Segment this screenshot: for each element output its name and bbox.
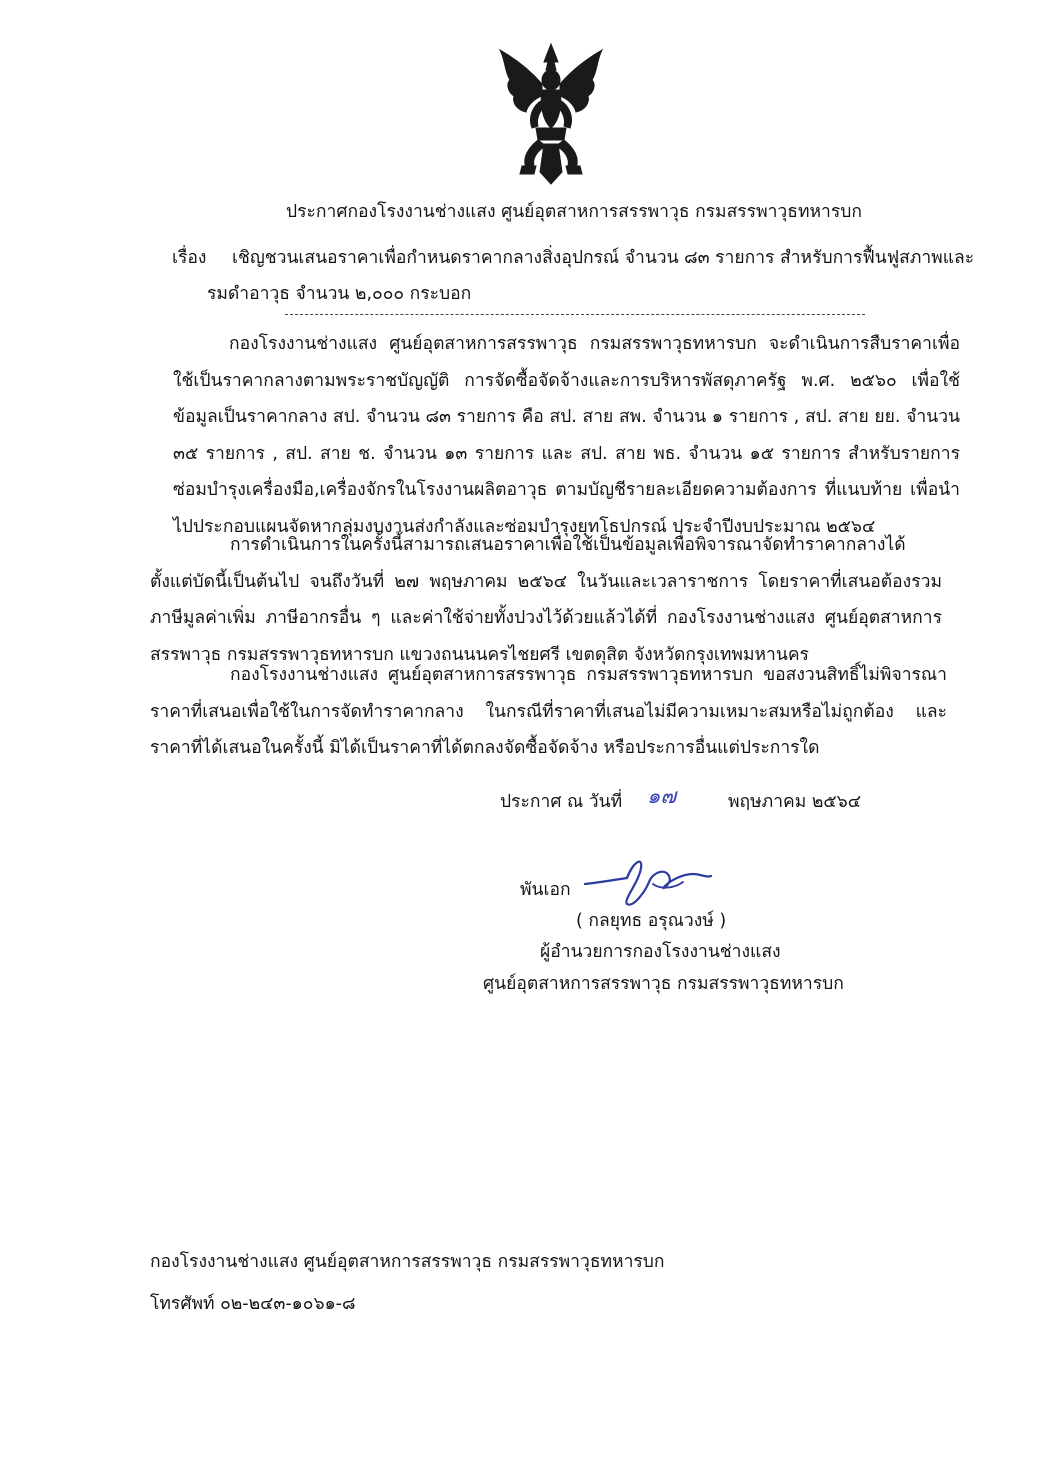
- subject-line-1: เชิญชวนเสนอราคาเพื่อกำหนดราคากลางสิ่งอุปกรณ์ จำนวน ๘๓ รายการ สำหรับการฟื้นฟูสภาพและ: [232, 248, 975, 268]
- signatory-rank: พันเอก: [520, 880, 571, 900]
- subject-line-2: รมดำอาวุธ จำนวน ๒,๐๐๐ กระบอก: [207, 284, 472, 304]
- dashed-divider: [285, 314, 865, 315]
- body-paragraph-2: การดำเนินการในครั้งนี้สามารถเสนอราคาเพื่อใช้เป็นข้อมูลเพื่อพิจารณาจัดทำราคากลางได้ตั้งแต่บัดนี้เป็นต้นไป จนถึงวันที่ ๒๗ พฤษภาคม ๒๕๖๔ ในวันและเวลาราชการ โดยราคาที่เสนอต้องรวมภาษีมูลค่าเพิ่ม ภาษีอากรอื่น ๆ และค่าใช้จ่ายทั้งปวงไว้ด้วยแล้วได้ที่ กองโรงงานช่างแสง ศูนย์อุตสาหการสรรพาวุธ กรมสรรพาวุธทหารบก แขวงถนนนครไชยศรี เขตดุสิต จังหวัดกรุงเทพมหานคร: [150, 535, 942, 665]
- footer-phone: โทรศัพท์ ๐๒-๒๔๓-๑๐๖๑-๘: [150, 1294, 356, 1314]
- garuda-emblem-icon: [492, 40, 610, 190]
- signatory-name: ( กลยุทธ อรุณวงษ์ ): [576, 911, 727, 931]
- signatory-position-2: ศูนย์อุตสาหการสรรพาวุธ กรมสรรพาวุธทหารบก: [483, 974, 844, 994]
- body-paragraph-3: กองโรงงานช่างแสง ศูนย์อุตสาหการสรรพาวุธ กรมสรรพาวุธทหารบก ขอสงวนสิทธิ์ไม่พิจารณาราคาที่เสนอเพื่อใช้ในการจัดทำราคากลาง ในกรณีที่ราคาที่เสนอไม่มีความเหมาะสมหรือไม่ถูกต้อง และราคาที่ได้เสนอในครั้งนี้ มิได้เป็นราคาที่ได้ตกลงจัดซื้อจัดจ้าง หรือประการอื่นแต่ประการใด: [150, 665, 947, 759]
- date-label: ประกาศ ณ วันที่: [500, 792, 623, 812]
- date-day-handwritten: ๑๗: [647, 784, 677, 808]
- date-month-year: พฤษภาคม ๒๕๖๔: [728, 792, 861, 812]
- footer-organization: กองโรงงานช่างแสง ศูนย์อุตสาหการสรรพาวุธ กรมสรรพาวุธทหารบก: [150, 1252, 665, 1272]
- signatory-position-1: ผู้อำนวยการกองโรงงานช่างแสง: [540, 942, 781, 962]
- subject-label: เรื่อง: [172, 248, 207, 268]
- body-paragraph-1: กองโรงงานช่างแสง ศูนย์อุตสาหการสรรพาวุธ กรมสรรพาวุธทหารบก จะดำเนินการสืบราคาเพื่อใช้เป็นราคากลางตามพระราชบัญญัติ การจัดซื้อจัดจ้างและการบริหารพัสดุภาครัฐ พ.ศ. ๒๕๖๐ เพื่อใช้ข้อมูลเป็นราคากลาง สป. จำนวน ๘๓ รายการ คือ สป. สาย สพ. จำนวน ๑ รายการ , สป. สาย ยย. จำนวน ๓๕ รายการ , สป. สาย ช. จำนวน ๑๓ รายการ และ สป. สาย พธ. จำนวน ๑๕ รายการ สำหรับรายการซ่อมบำรุงเครื่องมือ,เครื่องจักรในโรงงานผลิตอาวุธ ตามบัญชีรายละเอียดความต้องการ ที่แนบท้าย เพื่อนำไปประกอบแผนจัดหากลุ่มงบงานส่งกำลังและซ่อมบำรุงยุทโธปกรณ์ ประจำปีงบประมาณ ๒๕๖๔: [173, 334, 960, 537]
- signature-icon: [583, 852, 713, 912]
- announcement-title: ประกาศกองโรงงานช่างแสง ศูนย์อุตสาหการสรรพาวุธ กรมสรรพาวุธทหารบก: [286, 202, 862, 222]
